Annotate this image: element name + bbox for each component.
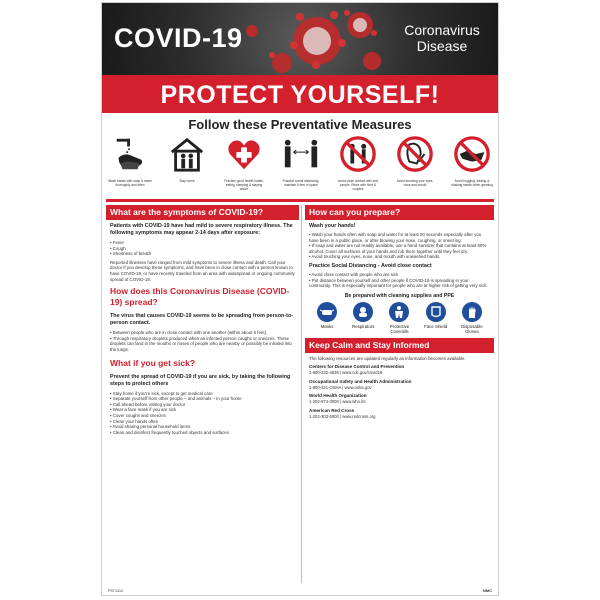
measures-title: Follow these Preventative Measures [188,117,412,132]
measure-item [393,135,437,195]
ppe-label: Disposable Gloves [460,323,483,334]
symptoms-list [110,240,295,257]
org-contact: 1-202-303-5000 | www.redcross.org [309,413,376,419]
measure-caption: Wash hands with soap & water thoroughly and often [108,179,152,187]
ppe-label: Protective Coveralls [389,323,410,334]
org-contact: 1-800-321-OSHA | www.osha.gov [309,384,372,390]
ppe-label: Respirators [352,323,375,329]
banner-text: PROTECT YOURSELF! [160,81,440,109]
section-divider [106,199,494,202]
list-item: • If soap and water are not readily available, use a hand sanitizer that contains at least 60% alcohol. Cover all surfaces of your hands and rub them together until they feel dry. [309,243,490,254]
prepare-heading: How can you prepare? [305,205,494,220]
right-column [305,205,494,587]
list-item: • Call ahead before visiting your doctor [110,402,295,408]
poster [101,2,499,596]
measure-item [450,135,494,195]
measure-item [336,135,380,195]
no-touch-face-icon [396,135,434,173]
org-name: Occupational Safety and Health Administration [309,378,412,384]
resources-intro: The following resources are updated regularly as information becomes available. [309,355,466,361]
org-name: Centers for Disease Control and Prevention [309,364,405,370]
wash-heading: Wash your hands! [309,223,356,229]
gloves-icon [462,302,482,322]
protect-banner [102,75,498,113]
measures-row [108,135,494,195]
wash-list [309,232,490,260]
list-item: • Avoid touching your eyes, nose, and mouth with unwashed hands. [309,254,490,260]
spread-heading: How does this Coronavirus Disease (COVID-19) spread? [110,286,290,308]
brand-logo: NMC [482,588,492,593]
poster-subtitle [392,22,492,54]
face-shield-icon [426,302,446,322]
measure-item [279,135,323,195]
list-item: • Clean and disinfect frequently touched objects and surfaces [110,430,295,436]
ppe-item [456,302,488,334]
ppe-item [383,302,415,334]
hand-washing-icon [111,135,149,173]
distance-heading: Practice Social Distancing - Avoid close contact [309,262,432,269]
measure-caption: Avoid close contact with sick people. Rinse with floor & couples [337,179,379,191]
list-item: • Put distance between yourself and other people if COVID-19 is spreading in your community. This is especially important for people who are at higher risk of getting very sick. [309,278,490,289]
stay-home-icon [168,135,206,173]
measure-caption: Stay home [179,179,195,183]
ppe-row [309,302,490,334]
ppe-label: Masks [320,323,334,329]
symptoms-body: Reported illnesses have ranged from mild symptoms to severe illness and death. Call your doctor if you develop these symptoms, and have been in close contact with a person known to have COVID-19, or have recently traveled from an area with widespread or ongoing community spread of COVID-19. [110,259,295,282]
respirator-icon [353,302,373,322]
column-divider [301,205,302,583]
list-item: • Wash your hands often with soap and water for at least 20 seconds especially after you have been in a public place, or after blowing your nose, coughing, or sneezing. [309,232,490,243]
left-column [106,205,299,587]
org-name: World Health Organization [309,393,367,399]
resources-heading: Keep Calm and Stay Informed [305,338,494,353]
list-item: • Avoid close contact with people who are sick [309,272,490,278]
list-item: • Cover coughs and sneezes [110,413,295,419]
poster-title: COVID-19 [114,23,243,53]
sick-heading: What if you get sick? [110,357,196,368]
no-handshake-icon [453,135,491,173]
symptoms-lead: Patients with COVID-19 have had mild to severe respiratory illness. The following symptoms may appear 2-14 days after exposure: [110,223,293,236]
no-contact-icon [339,135,377,173]
list-item: • Shortness of breath [110,251,295,257]
org-contact: 1-800-232-4636 | www.cdc.gov/covid19 [309,370,383,376]
spread-list [110,330,295,352]
social-distancing-icon [282,135,320,173]
symptoms-heading: What are the symptoms of COVID-19? [106,205,299,220]
ppe-item [311,302,343,334]
measure-caption: Practice social distancing, maintain 6 feet of space [282,179,320,187]
sick-lead: Prevent the spread of COVID-19 if you are sick, by taking the following steps to protect others [110,373,291,387]
spread-lead: The virus that causes COVID-19 seems to be spreading from person-to-person contact. [110,313,294,327]
list-item: • Stay home if you're sick, except to get medical care [110,391,295,397]
measure-item [165,135,209,195]
measure-caption: Practice good health habits: eating, sleeping & staying active [224,179,264,191]
list-item: • Cough [110,246,295,252]
mask-icon [317,302,337,322]
list-item: • Separate yourself from other people – and animals – in your home [110,396,295,402]
ppe-item [420,302,452,334]
org-entry [309,393,490,404]
org-entry [309,364,490,375]
list-item: • Clean your hands often [110,419,295,425]
org-entry [309,408,490,419]
sick-list [110,391,295,436]
hero-banner [102,3,498,75]
list-item: • Wear a face mask if you are sick [110,407,295,413]
measure-item [108,135,152,195]
list-item: • Fever [110,240,295,246]
ppe-label: Face Shield [424,323,448,329]
list-item: • Through respiratory droplets produced when an infected person coughs or sneezes. These droplets can land in the mouths or noses of people who are nearby or possibly be inhaled into the lungs. [110,336,295,353]
coveralls-icon [389,302,409,322]
subtitle-line-2: Disease [416,38,468,54]
product-code: PST141C [108,589,124,593]
heart-health-icon [225,135,263,173]
list-item: • Avoid sharing personal household items [110,424,295,430]
list-item: • Between people who are in close contact with one another (within about 6 feet). [110,330,295,336]
org-entry [309,379,490,390]
measure-item [222,135,266,195]
org-name: American Red Cross [309,407,355,413]
distance-list [309,272,490,289]
measure-caption: Avoid touching your eyes, nose and mouth [396,179,434,187]
ppe-item [347,302,379,334]
ppe-title: Be prepared with cleaning supplies and PPE [344,292,455,299]
measure-caption: Avoid hugging, kissing & shaking hands when greeting [451,179,493,187]
subtitle-line-1: Coronavirus [404,22,480,38]
org-contact: 1-202-974-3000 | www.who.int [309,399,366,405]
